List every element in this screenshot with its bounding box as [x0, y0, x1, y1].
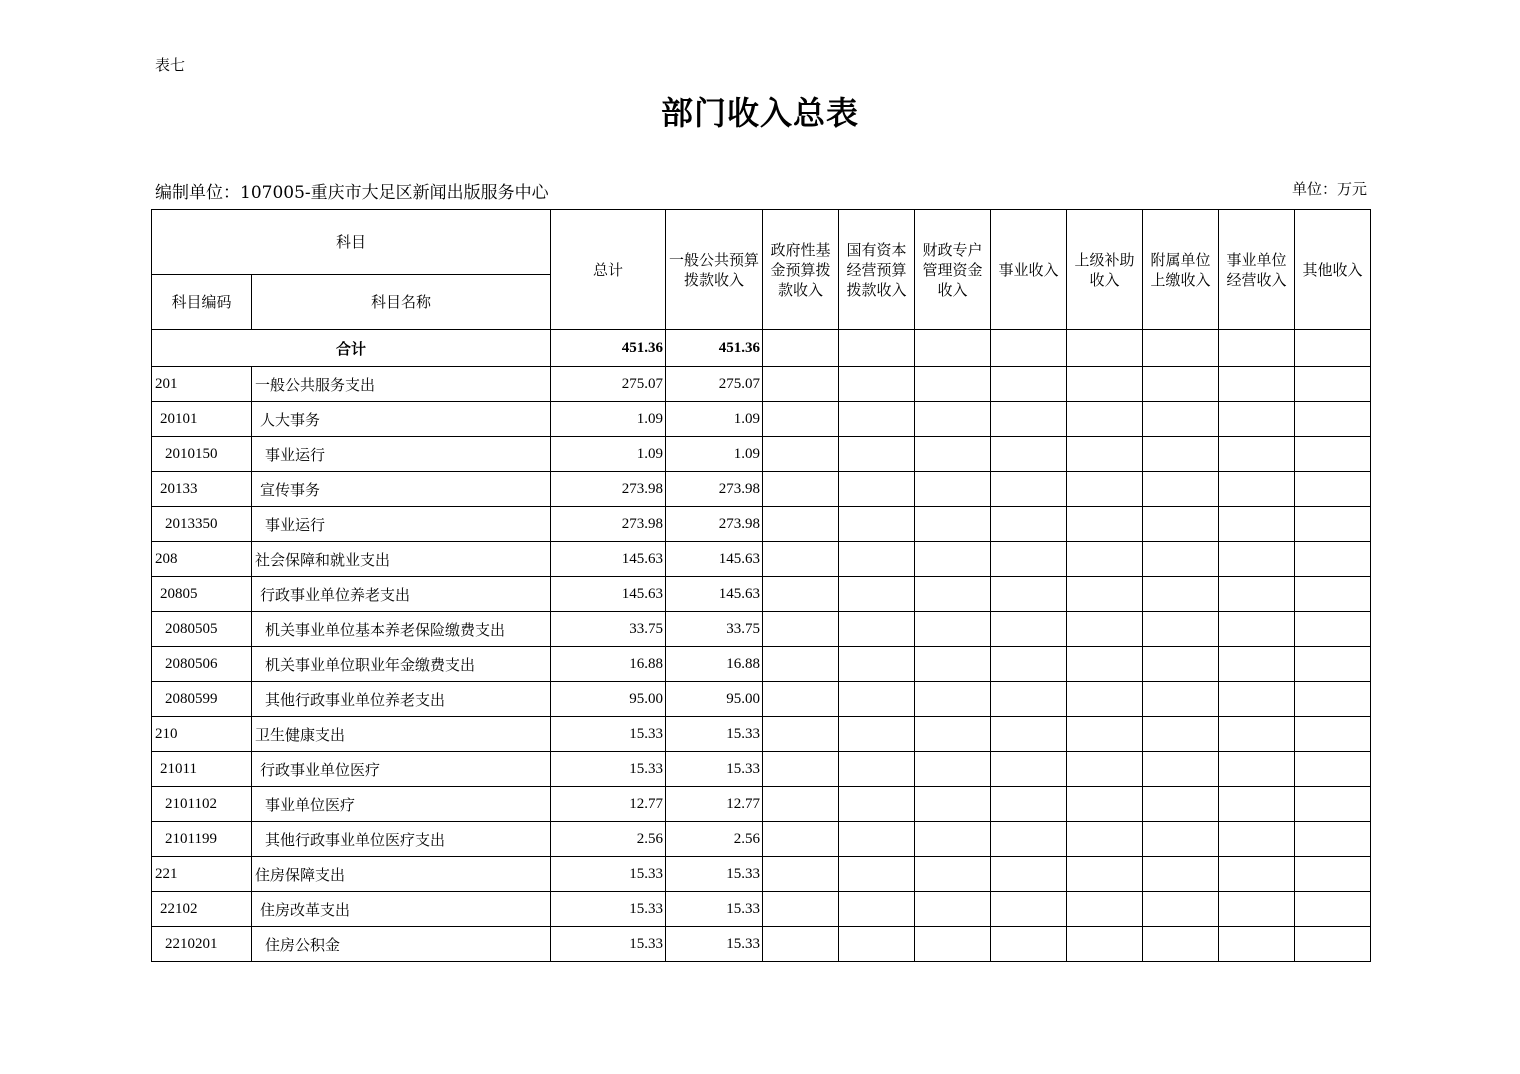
empty-cell [763, 330, 839, 367]
header-business-operating: 事业单位经营收入 [1219, 210, 1295, 330]
row-name: 行政事业单位养老支出 [252, 577, 551, 612]
header-subject-name: 科目名称 [252, 275, 551, 330]
row-code: 2210201 [152, 927, 252, 962]
row-name: 机关事业单位基本养老保险缴费支出 [252, 612, 551, 647]
row-name: 人大事务 [252, 402, 551, 437]
row-total: 15.33 [551, 857, 666, 892]
table-row [152, 717, 1371, 752]
row-general-budget: 145.63 [666, 577, 763, 612]
table-row [152, 472, 1371, 507]
row-total: 15.33 [551, 717, 666, 752]
header-fiscal-special: 财政专户管理资金收入 [915, 210, 991, 330]
row-general-budget: 273.98 [666, 507, 763, 542]
row-general-budget: 1.09 [666, 437, 763, 472]
table-row [152, 647, 1371, 682]
empty-cell [1143, 330, 1219, 367]
row-code: 210 [152, 717, 252, 752]
compiling-unit: 编制单位：107005-重庆市大足区新闻出版服务中心 [155, 183, 549, 203]
row-code: 2080505 [152, 612, 252, 647]
row-name: 宣传事务 [252, 472, 551, 507]
table-row [152, 822, 1371, 857]
table-row [152, 507, 1371, 542]
table-row [152, 367, 1371, 402]
row-total: 33.75 [551, 612, 666, 647]
row-code: 22102 [152, 892, 252, 927]
row-general-budget: 16.88 [666, 647, 763, 682]
row-total: 95.00 [551, 682, 666, 717]
total-label: 合计 [152, 330, 551, 367]
empty-cell [1219, 330, 1295, 367]
row-code: 20133 [152, 472, 252, 507]
row-general-budget: 33.75 [666, 612, 763, 647]
row-code: 2101102 [152, 787, 252, 822]
header-superior-subsidy: 上级补助收入 [1067, 210, 1143, 330]
empty-cell [1067, 330, 1143, 367]
row-code: 2101199 [152, 822, 252, 857]
table-row [152, 542, 1371, 577]
row-name: 其他行政事业单位医疗支出 [252, 822, 551, 857]
row-name: 事业单位医疗 [252, 787, 551, 822]
empty-cell [991, 330, 1067, 367]
table-row [152, 682, 1371, 717]
row-total: 15.33 [551, 752, 666, 787]
table-row [152, 892, 1371, 927]
table-row [152, 927, 1371, 962]
row-name: 社会保障和就业支出 [252, 542, 551, 577]
row-code: 21011 [152, 752, 252, 787]
row-general-budget: 15.33 [666, 752, 763, 787]
row-code: 2080599 [152, 682, 252, 717]
row-total: 145.63 [551, 542, 666, 577]
row-general-budget: 275.07 [666, 367, 763, 402]
row-general-budget: 15.33 [666, 927, 763, 962]
row-total: 275.07 [551, 367, 666, 402]
row-name: 卫生健康支出 [252, 717, 551, 752]
row-general-budget: 15.33 [666, 857, 763, 892]
row-general-budget: 15.33 [666, 892, 763, 927]
row-total: 15.33 [551, 927, 666, 962]
row-total: 12.77 [551, 787, 666, 822]
header-subject-code: 科目编码 [152, 275, 252, 330]
row-name: 一般公共服务支出 [252, 367, 551, 402]
row-name: 事业运行 [252, 437, 551, 472]
table-row [152, 612, 1371, 647]
row-total: 1.09 [551, 402, 666, 437]
row-general-budget: 15.33 [666, 717, 763, 752]
total-amount: 451.36 [551, 330, 666, 367]
table-row [152, 787, 1371, 822]
row-code: 2080506 [152, 647, 252, 682]
table-row [152, 437, 1371, 472]
row-general-budget: 145.63 [666, 542, 763, 577]
row-total: 2.56 [551, 822, 666, 857]
row-code: 20805 [152, 577, 252, 612]
page-title: 部门收入总表 [660, 94, 859, 132]
currency-unit: 单位：万元 [1291, 180, 1367, 198]
row-general-budget: 2.56 [666, 822, 763, 857]
row-general-budget: 1.09 [666, 402, 763, 437]
row-general-budget: 273.98 [666, 472, 763, 507]
total-general-budget: 451.36 [666, 330, 763, 367]
header-total: 总计 [551, 210, 666, 330]
row-code: 2010150 [152, 437, 252, 472]
table-row [152, 577, 1371, 612]
row-total: 273.98 [551, 507, 666, 542]
row-total: 1.09 [551, 437, 666, 472]
row-code: 2013350 [152, 507, 252, 542]
row-total: 145.63 [551, 577, 666, 612]
row-name: 其他行政事业单位养老支出 [252, 682, 551, 717]
row-general-budget: 12.77 [666, 787, 763, 822]
header-general-budget: 一般公共预算拨款收入 [666, 210, 763, 330]
row-name: 住房公积金 [252, 927, 551, 962]
row-code: 201 [152, 367, 252, 402]
table-row [152, 752, 1371, 787]
row-general-budget: 95.00 [666, 682, 763, 717]
header-subject: 科目 [152, 210, 551, 275]
table-row [152, 857, 1371, 892]
row-name: 住房保障支出 [252, 857, 551, 892]
header-other-income: 其他收入 [1295, 210, 1371, 330]
table-number-label: 表七 [155, 56, 186, 74]
header-business-income: 事业收入 [991, 210, 1067, 330]
empty-cell [915, 330, 991, 367]
header-affiliated-remit: 附属单位上缴收入 [1143, 210, 1219, 330]
header-gov-fund: 政府性基金预算拨款收入 [763, 210, 839, 330]
row-total: 15.33 [551, 892, 666, 927]
row-code: 208 [152, 542, 252, 577]
row-code: 20101 [152, 402, 252, 437]
empty-cell [1295, 330, 1371, 367]
row-name: 事业运行 [252, 507, 551, 542]
table-row [152, 402, 1371, 437]
row-name: 行政事业单位医疗 [252, 752, 551, 787]
empty-cell [839, 330, 915, 367]
row-total: 273.98 [551, 472, 666, 507]
row-code: 221 [152, 857, 252, 892]
income-summary-table [151, 209, 1371, 962]
total-row [152, 330, 1371, 367]
row-name: 住房改革支出 [252, 892, 551, 927]
header-state-capital: 国有资本经营预算拨款收入 [839, 210, 915, 330]
row-name: 机关事业单位职业年金缴费支出 [252, 647, 551, 682]
row-total: 16.88 [551, 647, 666, 682]
